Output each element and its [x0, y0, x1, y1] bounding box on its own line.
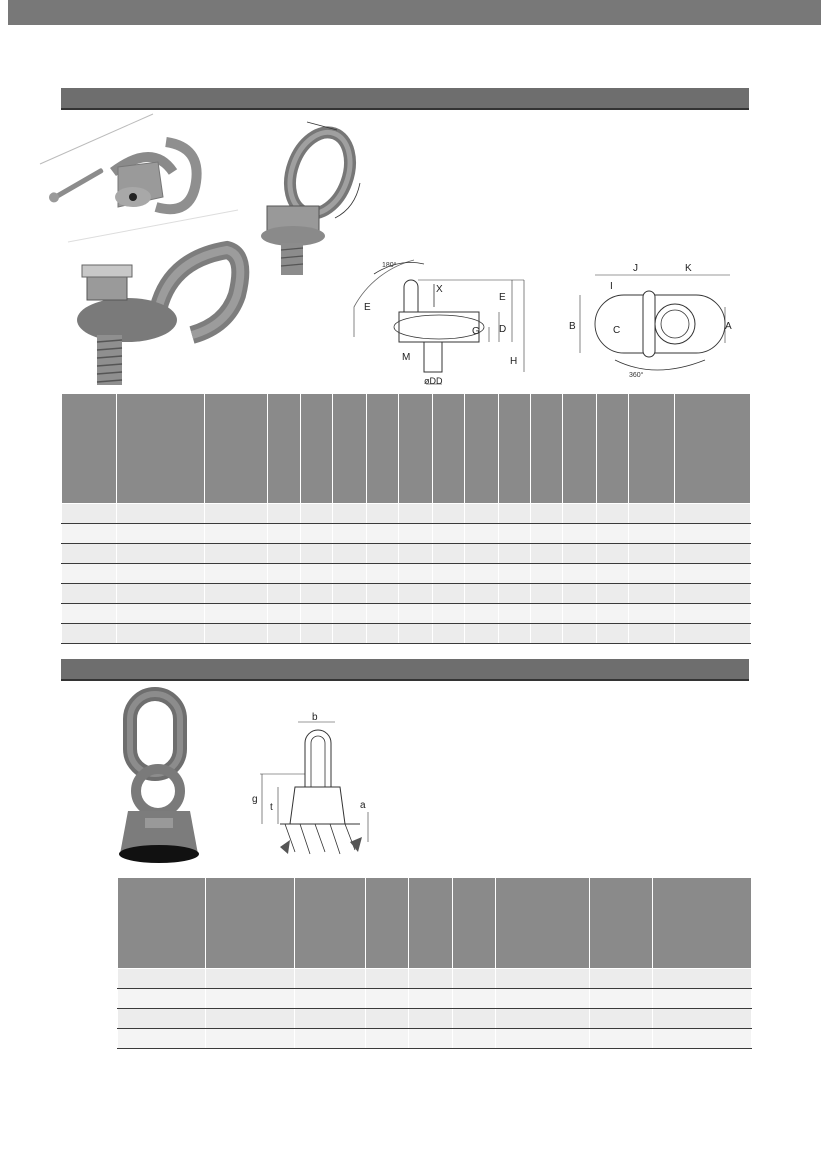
table-cell — [399, 604, 433, 624]
table-cell — [498, 624, 530, 644]
table-cell — [268, 544, 300, 564]
table-cell — [333, 584, 367, 604]
table-cell — [531, 584, 563, 604]
product-photo-parts — [38, 112, 248, 247]
table-row — [118, 969, 752, 989]
table-cell — [596, 584, 628, 604]
dim-label-t-small: t — [270, 802, 273, 813]
table-cell — [496, 878, 590, 969]
table-cell — [496, 969, 590, 989]
table-cell — [62, 544, 117, 564]
table-cell — [409, 989, 453, 1009]
table-row — [62, 624, 751, 644]
table-cell — [206, 878, 295, 969]
table-cell — [432, 624, 464, 644]
table-cell — [205, 584, 268, 604]
table-cell — [465, 394, 499, 504]
table-cell — [333, 564, 367, 584]
table-cell — [531, 604, 563, 624]
table-cell — [629, 544, 675, 564]
dim-label-g: G — [472, 326, 480, 337]
table-row — [62, 584, 751, 604]
table-cell — [118, 1029, 206, 1049]
table-cell — [629, 564, 675, 584]
table-cell — [295, 989, 366, 1009]
table-cell — [117, 504, 205, 524]
table-cell — [206, 969, 295, 989]
table-cell — [118, 1009, 206, 1029]
table-cell — [596, 504, 628, 524]
table-cell — [453, 989, 496, 1009]
table-cell — [432, 544, 464, 564]
product-photo-hoist-ring — [62, 240, 252, 390]
table-cell — [629, 394, 675, 504]
table-cell — [62, 524, 117, 544]
table-cell — [300, 624, 332, 644]
table-cell — [300, 544, 332, 564]
table-cell — [300, 394, 332, 504]
table-cell — [563, 584, 597, 604]
table-cell — [531, 394, 563, 504]
table-cell — [62, 564, 117, 584]
table-cell — [62, 584, 117, 604]
table-cell — [629, 524, 675, 544]
table-cell — [453, 878, 496, 969]
table-cell — [268, 604, 300, 624]
table-cell — [117, 604, 205, 624]
table-cell — [399, 524, 433, 544]
table-row — [118, 1009, 752, 1029]
table-cell — [409, 878, 453, 969]
table-cell — [432, 524, 464, 544]
dim-label-j: J — [633, 263, 638, 274]
table-cell — [675, 584, 751, 604]
table-cell — [206, 1029, 295, 1049]
table-cell — [563, 504, 597, 524]
table-cell — [117, 544, 205, 564]
table-cell — [205, 624, 268, 644]
table-cell — [432, 564, 464, 584]
section-1-table — [61, 393, 751, 644]
table-cell — [496, 1029, 590, 1049]
table-cell — [675, 564, 751, 584]
table-cell — [453, 969, 496, 989]
table-cell — [465, 604, 499, 624]
table-cell — [596, 394, 628, 504]
table-cell — [498, 524, 530, 544]
table-cell — [531, 524, 563, 544]
table-cell — [653, 878, 752, 969]
dim-label-dd: øDD — [424, 376, 443, 386]
table-cell — [465, 504, 499, 524]
table-cell — [333, 604, 367, 624]
table-cell — [295, 969, 366, 989]
table-cell — [498, 394, 530, 504]
table-cell — [399, 544, 433, 564]
technical-drawing-eye-nut — [250, 712, 385, 862]
table-cell — [675, 604, 751, 624]
table-cell — [590, 989, 653, 1009]
table-cell — [366, 989, 409, 1009]
table-cell — [496, 1009, 590, 1029]
table-cell — [531, 624, 563, 644]
table-cell — [596, 564, 628, 584]
section-2-header-bar — [61, 659, 749, 681]
table-cell — [596, 524, 628, 544]
table-cell — [399, 564, 433, 584]
table-cell — [205, 394, 268, 504]
technical-drawing-top-view — [565, 255, 740, 390]
table-cell — [465, 544, 499, 564]
table-cell — [675, 524, 751, 544]
table-header-row — [118, 878, 752, 969]
table-cell — [409, 1009, 453, 1029]
table-cell — [653, 1009, 752, 1029]
table-cell — [465, 624, 499, 644]
dim-label-g-small: g — [252, 794, 258, 805]
table-cell — [590, 1029, 653, 1049]
table-cell — [432, 504, 464, 524]
table-cell — [590, 969, 653, 989]
table-cell — [675, 624, 751, 644]
dim-label-a-small: a — [360, 800, 366, 811]
table-cell — [590, 1009, 653, 1029]
table-cell — [366, 524, 398, 544]
table-cell — [563, 604, 597, 624]
table-cell — [596, 544, 628, 564]
dim-label-e-left: E — [364, 302, 371, 313]
table-cell — [117, 624, 205, 644]
table-cell — [498, 544, 530, 564]
product-photo-eye-nut — [110, 686, 235, 866]
table-cell — [117, 564, 205, 584]
table-cell — [366, 604, 398, 624]
table-cell — [268, 394, 300, 504]
dim-label-k: K — [685, 263, 692, 274]
table-cell — [62, 604, 117, 624]
table-cell — [563, 564, 597, 584]
table-cell — [118, 878, 206, 969]
table-cell — [531, 544, 563, 564]
table-cell — [409, 969, 453, 989]
dim-label-angle-top: 180° — [382, 262, 397, 269]
table-cell — [205, 604, 268, 624]
table-cell — [62, 504, 117, 524]
table-cell — [498, 604, 530, 624]
table-cell — [333, 504, 367, 524]
dim-label-h: H — [510, 356, 518, 367]
table-cell — [366, 564, 398, 584]
table-cell — [498, 564, 530, 584]
table-row — [118, 989, 752, 1009]
table-cell — [333, 394, 367, 504]
table-row — [62, 504, 751, 524]
table-cell — [653, 969, 752, 989]
table-cell — [117, 584, 205, 604]
table-cell — [596, 604, 628, 624]
dim-label-i: I — [610, 281, 613, 292]
table-cell — [295, 878, 366, 969]
table-cell — [453, 1009, 496, 1029]
table-cell — [465, 584, 499, 604]
dim-label-m: M — [402, 352, 411, 363]
table-cell — [465, 524, 499, 544]
table-cell — [300, 604, 332, 624]
table-cell — [300, 584, 332, 604]
dim-label-d: D — [499, 324, 507, 335]
table-cell — [366, 969, 409, 989]
table-cell — [675, 504, 751, 524]
table-cell — [366, 584, 398, 604]
table-cell — [432, 394, 464, 504]
table-cell — [206, 989, 295, 1009]
table-cell — [366, 1029, 409, 1049]
table-cell — [117, 524, 205, 544]
table-cell — [432, 584, 464, 604]
table-cell — [399, 504, 433, 524]
table-cell — [498, 504, 530, 524]
table-cell — [496, 989, 590, 1009]
table-cell — [268, 564, 300, 584]
table-cell — [653, 1029, 752, 1049]
dim-label-x: X — [436, 284, 443, 295]
table-cell — [675, 544, 751, 564]
table-cell — [432, 604, 464, 624]
dim-label-a: A — [725, 321, 732, 332]
table-cell — [366, 624, 398, 644]
table-cell — [268, 584, 300, 604]
table-cell — [629, 604, 675, 624]
table-cell — [118, 989, 206, 1009]
table-cell — [399, 394, 433, 504]
table-cell — [295, 1029, 366, 1049]
dim-label-e-right: E — [499, 292, 506, 303]
top-bar — [8, 0, 821, 25]
table-cell — [366, 394, 398, 504]
table-cell — [399, 584, 433, 604]
table-cell — [563, 524, 597, 544]
table-cell — [118, 969, 206, 989]
table-cell — [453, 1029, 496, 1049]
table-cell — [399, 624, 433, 644]
table-cell — [333, 544, 367, 564]
table-cell — [653, 989, 752, 1009]
table-cell — [531, 504, 563, 524]
table-cell — [563, 544, 597, 564]
table-cell — [300, 504, 332, 524]
table-cell — [268, 504, 300, 524]
table-cell — [409, 1029, 453, 1049]
table-cell — [117, 394, 205, 504]
table-cell — [563, 624, 597, 644]
table-cell — [465, 564, 499, 584]
table-cell — [333, 524, 367, 544]
table-cell — [366, 878, 409, 969]
table-cell — [596, 624, 628, 644]
table-row — [62, 544, 751, 564]
table-cell — [205, 524, 268, 544]
table-cell — [268, 624, 300, 644]
table-cell — [205, 544, 268, 564]
technical-drawing-side-view — [344, 252, 544, 392]
dim-label-c: C — [613, 325, 621, 336]
table-header-row — [62, 394, 751, 504]
table-cell — [300, 524, 332, 544]
table-cell — [205, 564, 268, 584]
dim-label-b-small: b — [312, 712, 318, 723]
table-cell — [62, 624, 117, 644]
table-row — [62, 564, 751, 584]
dim-label-b: B — [569, 321, 576, 332]
table-cell — [366, 544, 398, 564]
table-cell — [366, 504, 398, 524]
table-cell — [205, 504, 268, 524]
table-cell — [563, 394, 597, 504]
table-cell — [366, 1009, 409, 1029]
table-cell — [590, 878, 653, 969]
table-row — [118, 1029, 752, 1049]
table-cell — [62, 394, 117, 504]
table-cell — [675, 394, 751, 504]
table-cell — [531, 564, 563, 584]
table-cell — [498, 584, 530, 604]
table-cell — [629, 624, 675, 644]
table-cell — [268, 524, 300, 544]
table-cell — [295, 1009, 366, 1029]
dim-label-angle-bottom: 360° — [629, 372, 644, 379]
table-cell — [629, 504, 675, 524]
table-cell — [206, 1009, 295, 1029]
table-cell — [333, 624, 367, 644]
section-2-table — [117, 877, 752, 1049]
table-row — [62, 524, 751, 544]
table-cell — [629, 584, 675, 604]
table-row — [62, 604, 751, 624]
table-cell — [300, 564, 332, 584]
section-1-header-bar — [61, 88, 749, 110]
